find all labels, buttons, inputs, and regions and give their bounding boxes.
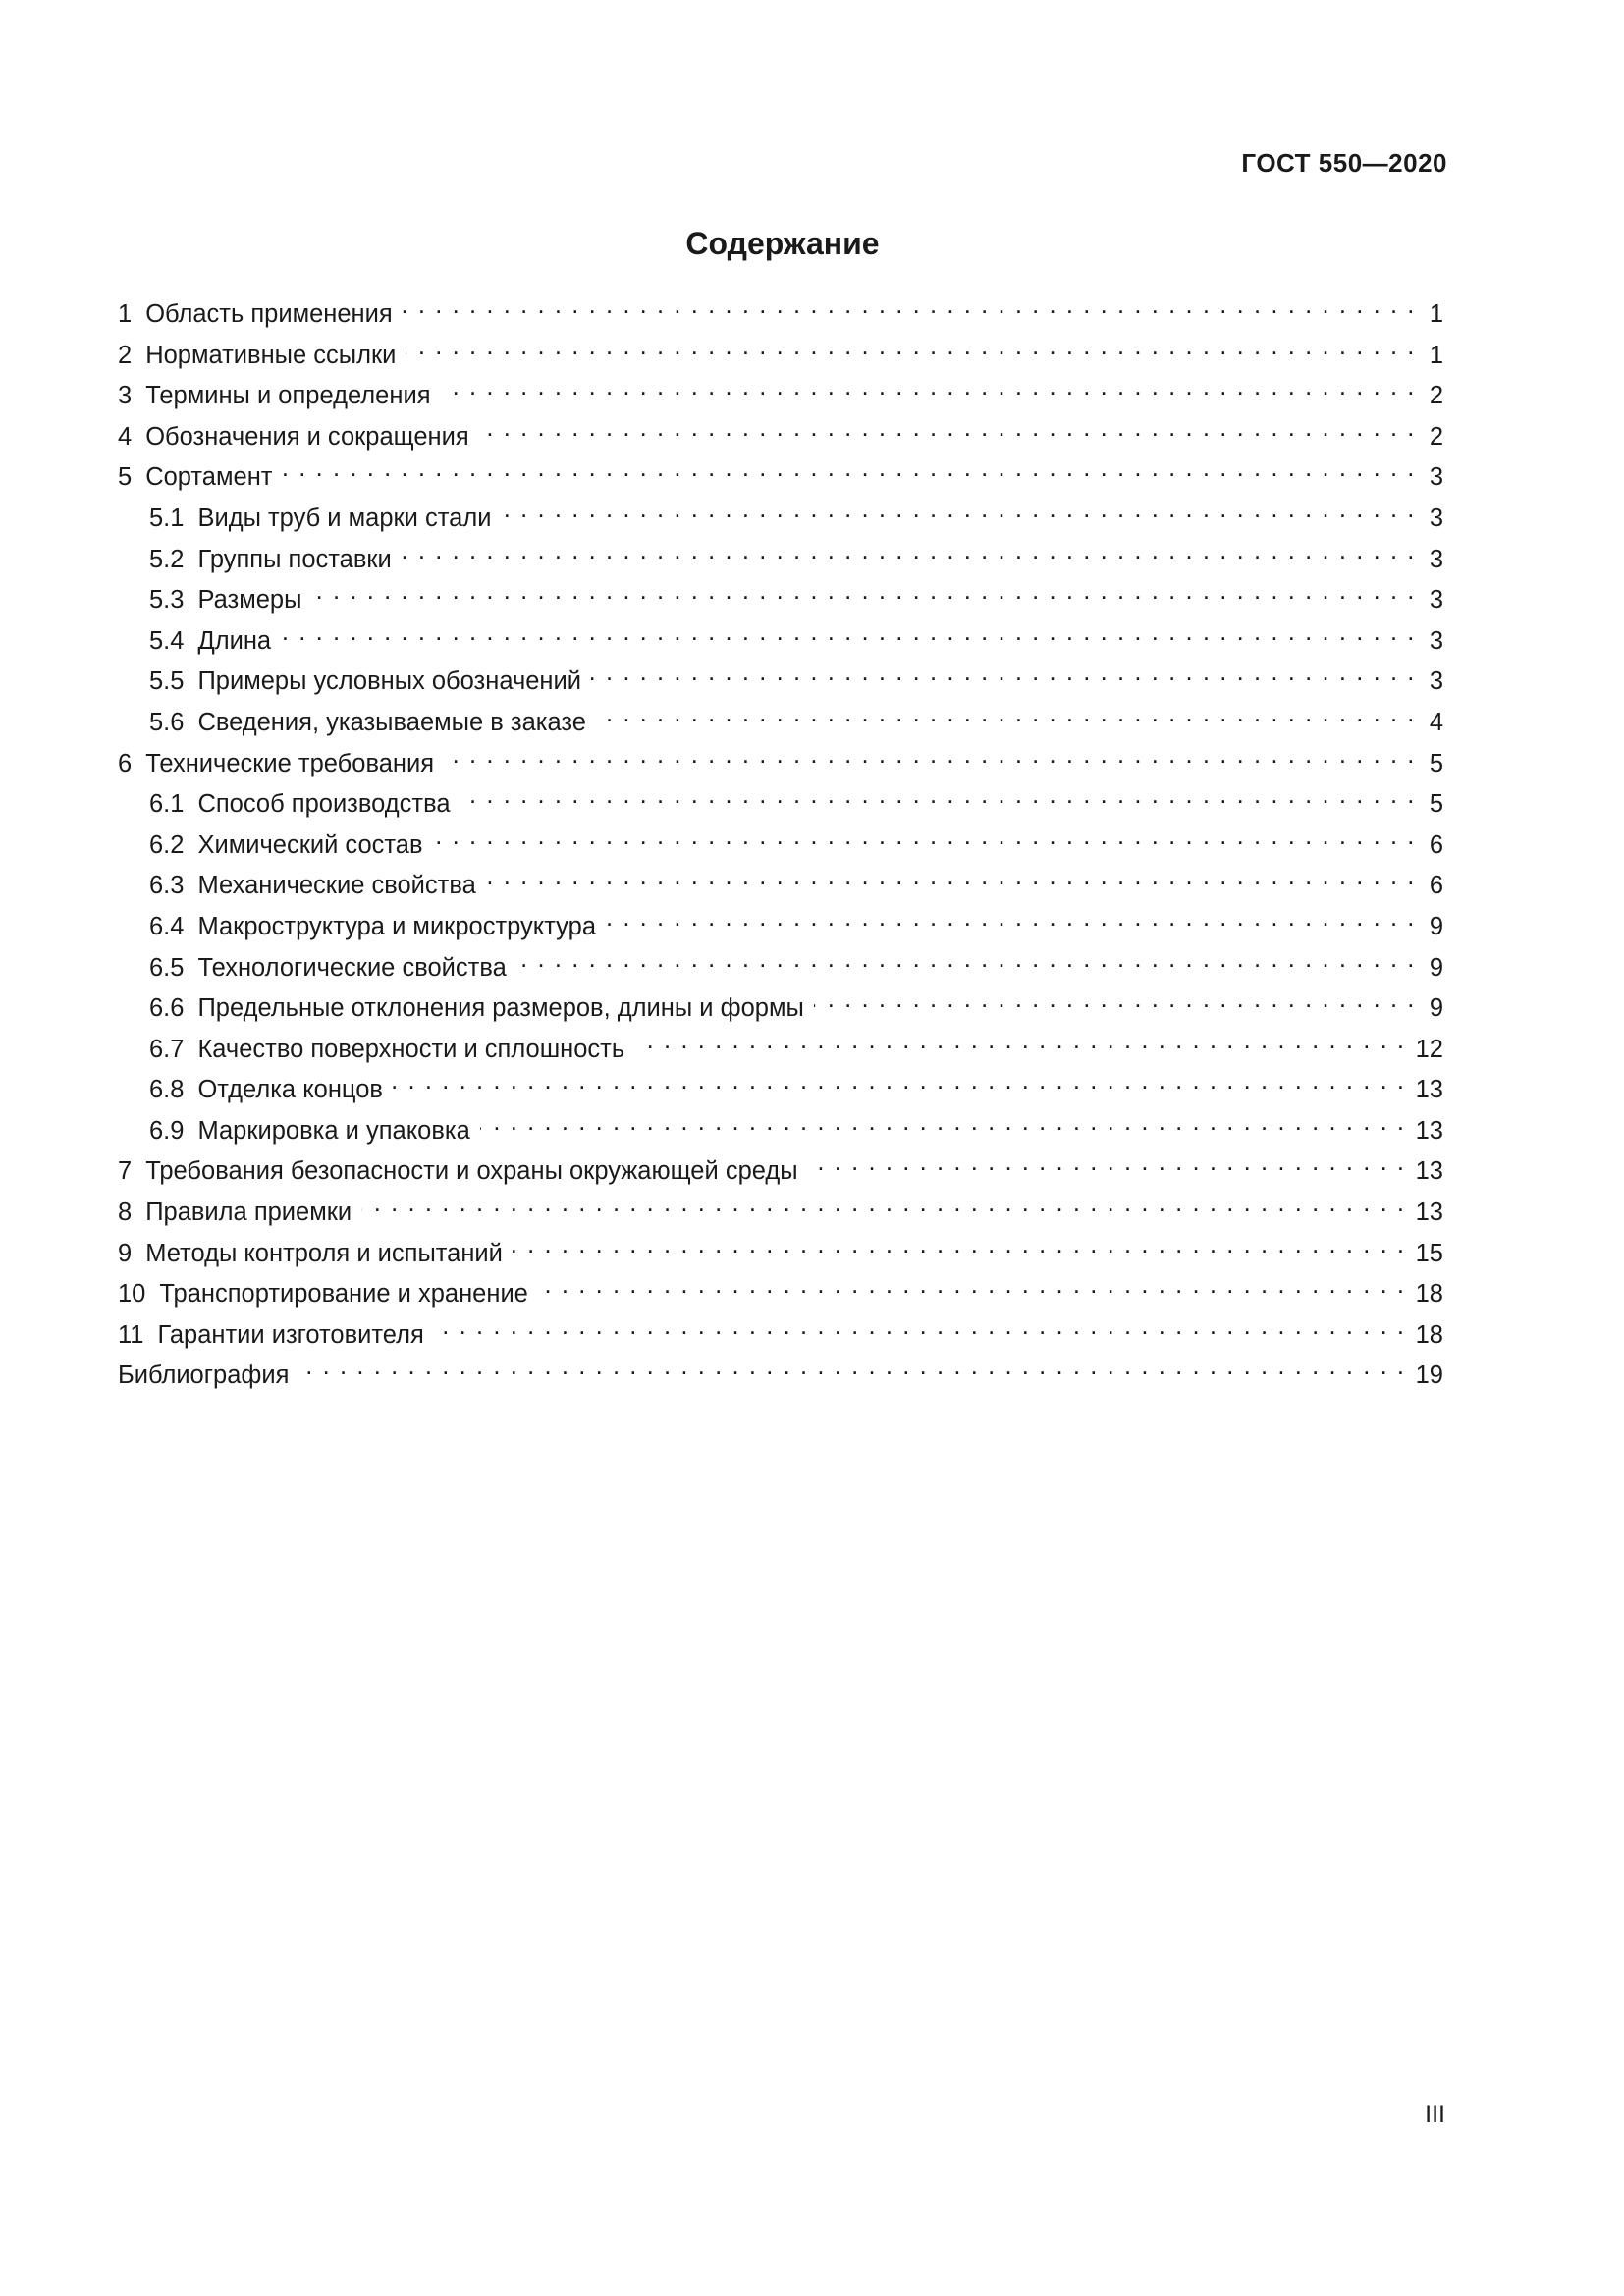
toc-entry-page: 6 bbox=[1429, 872, 1443, 900]
toc-entry-number: 9 bbox=[118, 1239, 133, 1267]
toc-entry-number: 5.3 bbox=[149, 586, 185, 614]
toc-entry[interactable] bbox=[118, 1234, 1443, 1275]
toc-entry-title: Виды труб и марки стали bbox=[197, 505, 501, 533]
toc-entry[interactable] bbox=[118, 744, 1443, 785]
toc-entry[interactable] bbox=[118, 540, 1443, 581]
toc-entry-title: Обозначения и сокращения bbox=[145, 423, 479, 452]
toc-dot-leader bbox=[441, 376, 1417, 403]
toc-entry-number: 6.7 bbox=[149, 1035, 185, 1063]
toc-entry[interactable] bbox=[118, 580, 1443, 621]
toc-entry-title: Нормативные ссылки bbox=[145, 342, 406, 370]
table-of-contents bbox=[118, 294, 1443, 1397]
toc-entry-page: 13 bbox=[1415, 1199, 1443, 1227]
toc-entry[interactable] bbox=[118, 621, 1443, 663]
toc-entry-title: Способ производства bbox=[197, 790, 460, 819]
toc-entry[interactable] bbox=[118, 948, 1443, 989]
toc-entry-title: Предельные отклонения размеров, длины и формы bbox=[197, 994, 813, 1023]
toc-entry-title: Размеры bbox=[197, 586, 311, 614]
toc-entry-number: 3 bbox=[118, 382, 133, 410]
toc-dot-leader bbox=[281, 621, 1416, 649]
toc-dot-leader bbox=[311, 580, 1416, 608]
document-code: ГОСТ 550—2020 bbox=[1241, 148, 1447, 178]
toc-dot-leader bbox=[282, 457, 1416, 485]
toc-dot-leader bbox=[298, 1356, 1405, 1383]
toc-dot-leader bbox=[814, 988, 1416, 1016]
toc-entry-number: 6.4 bbox=[149, 912, 185, 940]
toc-entry-title: Технологические свойства bbox=[197, 954, 515, 983]
toc-dot-leader bbox=[393, 1070, 1406, 1097]
toc-entry-title: Транспортирование и хранение bbox=[159, 1280, 538, 1308]
toc-entry[interactable] bbox=[118, 1356, 1443, 1397]
toc-entry-page: 1 bbox=[1429, 341, 1443, 369]
toc-entry-number: 6.1 bbox=[149, 790, 185, 819]
toc-entry-number: 6.9 bbox=[149, 1116, 185, 1145]
toc-entry-page: 3 bbox=[1429, 667, 1443, 696]
toc-entry-title: Библиография bbox=[118, 1362, 298, 1390]
toc-dot-leader bbox=[513, 1234, 1406, 1261]
toc-entry-title: Гарантии изготовителя bbox=[157, 1321, 433, 1350]
toc-entry-page: 3 bbox=[1429, 504, 1443, 532]
toc-entry-page: 18 bbox=[1415, 1320, 1443, 1349]
toc-entry-number: 8 bbox=[118, 1199, 133, 1227]
toc-entry-number: 6.5 bbox=[149, 953, 185, 982]
toc-entry-page: 9 bbox=[1429, 912, 1443, 940]
toc-entry[interactable] bbox=[118, 826, 1443, 867]
toc-dot-leader bbox=[501, 499, 1416, 526]
toc-dot-leader bbox=[433, 826, 1416, 853]
toc-entry[interactable] bbox=[118, 1274, 1443, 1315]
toc-entry-number: 4 bbox=[118, 422, 133, 451]
toc-entry-title: Методы контроля и испытаний bbox=[145, 1240, 513, 1268]
toc-entry-number: 5.6 bbox=[149, 708, 185, 736]
toc-dot-leader bbox=[591, 662, 1416, 689]
toc-entry[interactable] bbox=[118, 457, 1443, 499]
toc-entry[interactable] bbox=[118, 376, 1443, 417]
toc-entry[interactable] bbox=[118, 417, 1443, 458]
toc-entry-title: Качество поверхности и сплошность bbox=[197, 1036, 634, 1064]
toc-dot-leader bbox=[808, 1151, 1406, 1179]
toc-entry-page: 13 bbox=[1415, 1116, 1443, 1145]
toc-dot-leader bbox=[406, 336, 1416, 363]
toc-entry-title: Требования безопасности и охраны окружающей среды bbox=[145, 1157, 807, 1186]
toc-dot-leader bbox=[486, 866, 1416, 893]
toc-entry[interactable] bbox=[118, 988, 1443, 1030]
toc-entry-page: 3 bbox=[1429, 626, 1443, 655]
toc-title: Содержание bbox=[685, 226, 880, 261]
toc-entry[interactable] bbox=[118, 1070, 1443, 1111]
toc-dot-leader bbox=[403, 294, 1416, 322]
toc-entry-page: 12 bbox=[1415, 1035, 1443, 1063]
toc-entry-title: Химический состав bbox=[197, 831, 432, 860]
toc-entry-number: 5.5 bbox=[149, 667, 185, 696]
toc-entry[interactable] bbox=[118, 866, 1443, 907]
toc-entry[interactable] bbox=[118, 907, 1443, 948]
toc-entry[interactable] bbox=[118, 662, 1443, 703]
toc-entry-page: 18 bbox=[1415, 1280, 1443, 1308]
toc-entry[interactable] bbox=[118, 1193, 1443, 1234]
toc-entry-number: 5.1 bbox=[149, 504, 185, 532]
toc-dot-leader bbox=[606, 907, 1416, 934]
toc-entry-number: 6.6 bbox=[149, 994, 185, 1023]
toc-entry[interactable] bbox=[118, 1030, 1443, 1071]
toc-entry-number: 5.4 bbox=[149, 626, 185, 655]
toc-entry-page: 1 bbox=[1429, 300, 1443, 328]
toc-entry-page: 5 bbox=[1429, 749, 1443, 777]
toc-entry-number: 11 bbox=[118, 1320, 144, 1349]
toc-entry[interactable] bbox=[118, 1111, 1443, 1152]
toc-entry-title: Технические требования bbox=[145, 750, 444, 778]
toc-entry-page: 4 bbox=[1429, 708, 1443, 736]
toc-entry-title: Примеры условных обозначений bbox=[197, 667, 591, 696]
toc-dot-leader bbox=[361, 1193, 1405, 1220]
toc-entry[interactable] bbox=[118, 294, 1443, 336]
toc-entry-number: 5 bbox=[118, 463, 133, 492]
toc-entry-title: Область применения bbox=[145, 300, 403, 329]
toc-entry-number: 2 bbox=[118, 341, 133, 369]
toc-entry-title: Механические свойства bbox=[197, 872, 485, 900]
toc-entry-page: 19 bbox=[1415, 1362, 1443, 1390]
toc-entry-page: 5 bbox=[1429, 790, 1443, 819]
toc-dot-leader bbox=[634, 1030, 1406, 1057]
toc-entry-title: Термины и определения bbox=[145, 382, 440, 410]
toc-entry-page: 15 bbox=[1415, 1239, 1443, 1267]
toc-entry[interactable] bbox=[118, 336, 1443, 377]
toc-entry-title: Правила приемки bbox=[145, 1199, 361, 1227]
toc-dot-leader bbox=[596, 703, 1416, 730]
toc-entry-page: 3 bbox=[1429, 545, 1443, 573]
toc-entry-title: Группы поставки bbox=[197, 546, 401, 574]
toc-entry-number: 5.2 bbox=[149, 545, 185, 573]
toc-entry-title: Отделка концов bbox=[197, 1076, 393, 1104]
toc-entry-title: Макроструктура и микроструктура bbox=[197, 913, 606, 941]
toc-entry-title: Сортамент bbox=[145, 463, 282, 492]
toc-entry-page: 3 bbox=[1429, 586, 1443, 614]
toc-entry-number: 6.3 bbox=[149, 872, 185, 900]
toc-dot-leader bbox=[538, 1274, 1406, 1302]
toc-entry[interactable] bbox=[118, 499, 1443, 540]
toc-dot-leader bbox=[444, 744, 1416, 772]
toc-dot-leader bbox=[460, 784, 1416, 812]
toc-entry-page: 6 bbox=[1429, 830, 1443, 859]
toc-dot-leader bbox=[479, 417, 1416, 445]
toc-entry-page: 2 bbox=[1429, 422, 1443, 451]
toc-entry-number: 7 bbox=[118, 1157, 133, 1186]
toc-dot-leader bbox=[480, 1111, 1406, 1139]
toc-entry-number: 10 bbox=[118, 1280, 146, 1308]
toc-entry-number: 6 bbox=[118, 749, 133, 777]
toc-entry[interactable] bbox=[118, 1151, 1443, 1193]
toc-entry[interactable] bbox=[118, 1315, 1443, 1357]
toc-entry[interactable] bbox=[118, 703, 1443, 744]
toc-entry-page: 13 bbox=[1415, 1157, 1443, 1186]
toc-entry-page: 3 bbox=[1429, 463, 1443, 492]
toc-entry-title: Длина bbox=[197, 627, 281, 656]
toc-entry-number: 6.2 bbox=[149, 830, 185, 859]
toc-entry-page: 13 bbox=[1415, 1076, 1443, 1104]
page-number: III bbox=[1425, 2101, 1445, 2128]
toc-entry-number: 1 bbox=[118, 300, 133, 328]
toc-entry-number: 6.8 bbox=[149, 1076, 185, 1104]
toc-entry-title: Сведения, указываемые в заказе bbox=[197, 709, 596, 737]
toc-entry-page: 9 bbox=[1429, 994, 1443, 1023]
toc-dot-leader bbox=[434, 1315, 1406, 1343]
toc-entry[interactable] bbox=[118, 784, 1443, 826]
toc-entry-page: 2 bbox=[1429, 382, 1443, 410]
toc-entry-title: Маркировка и упаковка bbox=[197, 1117, 479, 1146]
toc-dot-leader bbox=[402, 540, 1416, 567]
toc-dot-leader bbox=[516, 948, 1416, 976]
toc-entry-page: 9 bbox=[1429, 953, 1443, 982]
